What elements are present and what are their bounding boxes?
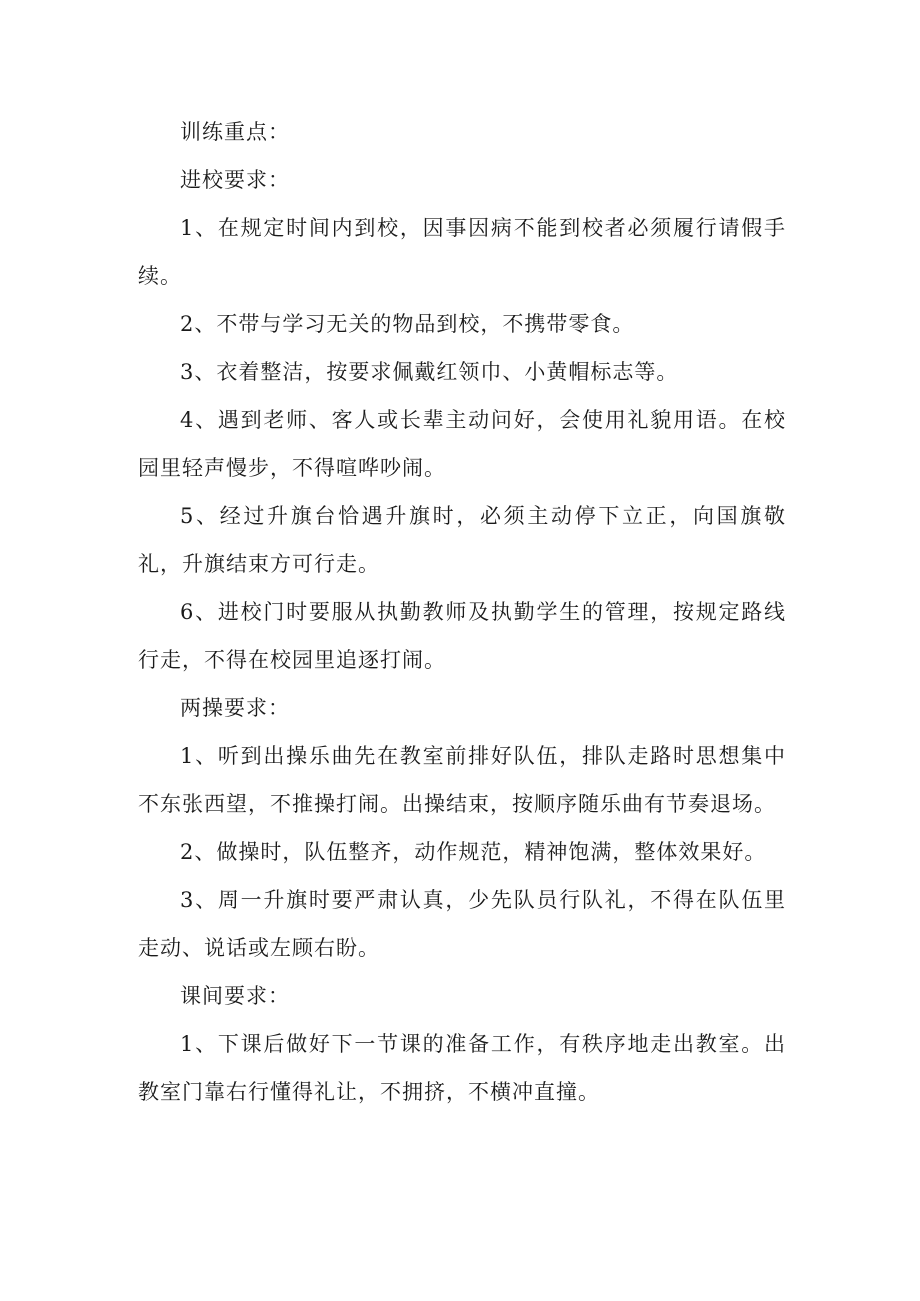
rule-paragraph: 1、下课后做好下一节课的准备工作，有秩序地走出教室。出教室门靠右行懂得礼让，不拥挤，不横冲直撞。: [138, 1032, 786, 1104]
rule-paragraph: 3、周一升旗时要严肃认真，少先队员行队礼，不得在队伍里走动、说话或左顾右盼。: [138, 888, 786, 960]
document-body: [138, 108, 786, 1116]
heading-entering-school: 进校要求：: [180, 168, 290, 192]
rule-paragraph: 2、不带与学习无关的物品到校，不携带零食。: [180, 312, 635, 336]
heading-break-time: 课间要求：: [180, 984, 290, 1008]
rule-paragraph: 3、衣着整洁，按要求佩戴红领巾、小黄帽标志等。: [180, 360, 679, 384]
rule-paragraph: 2、做操时，队伍整齐，动作规范，精神饱满，整体效果好。: [180, 840, 767, 864]
rule-paragraph: 4、遇到老师、客人或长辈主动问好，会使用礼貌用语。在校园里轻声慢步，不得喧哗吵闹。: [138, 408, 786, 480]
rule-paragraph: 6、进校门时要服从执勤教师及执勤学生的管理，按规定路线行走，不得在校园里追逐打闹。: [138, 600, 786, 672]
rule-paragraph: 1、听到出操乐曲先在教室前排好队伍，排队走路时思想集中不东张西望，不推操打闹。出操结束，按顺序随乐曲有节奏退场。: [138, 744, 786, 816]
heading-training-focus: 训练重点：: [180, 120, 290, 144]
heading-exercises: 两操要求：: [180, 696, 290, 720]
rule-paragraph: 5、经过升旗台恰遇升旗时，必须主动停下立正，向国旗敬礼，升旗结束方可行走。: [138, 504, 786, 576]
rule-paragraph: 1、在规定时间内到校，因事因病不能到校者必须履行请假手续。: [138, 216, 786, 288]
